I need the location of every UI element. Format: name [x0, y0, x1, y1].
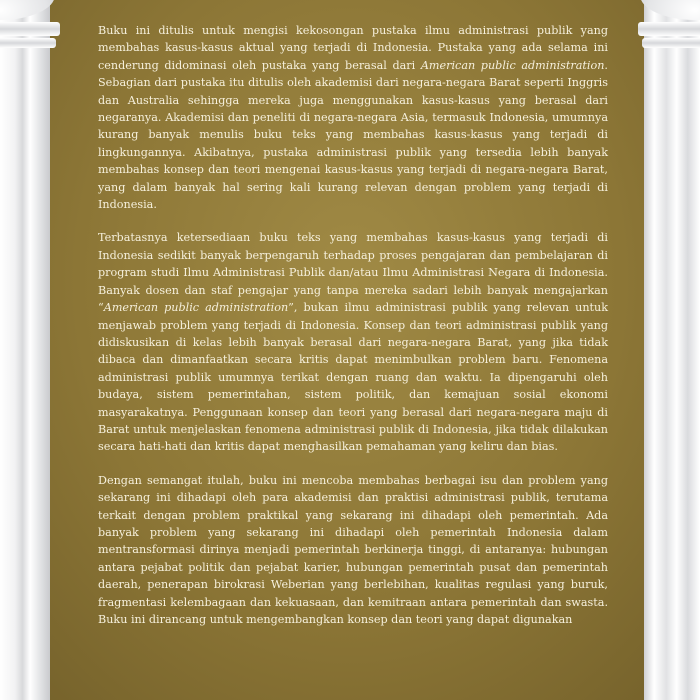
right-column-capital-ring — [642, 38, 700, 48]
paragraph-2-italic: American public administration — [103, 301, 289, 315]
paragraph-3 — [98, 472, 608, 629]
left-column-capital-ring — [0, 38, 56, 48]
paragraph-2-text: Terbatasnya ketersediaan buku teks yang membahas kasus-kasus yang terjadi di Indonesia sedikit banyak berpengaruh terhadap proses pengajaran dan pembelajaran di program studi Ilmu Administrasi Publik dan/atau Ilmu Administrasi Negara di Indonesia. Banyak dosen dan staf pengajar yang tanpa mereka sadari lebih banyak mengajarkan “ — [98, 231, 608, 315]
paragraph-2 — [98, 229, 608, 455]
left-column-capital — [0, 22, 60, 36]
right-column-pillar — [644, 0, 700, 700]
paragraph-3-text: Dengan semangat itulah, buku ini mencoba membahas berbagai isu dan problem yang sekarang ini dihadapi oleh para akademisi dan praktisi administrasi publik, terutama terkait dengan problem praktikal yang sekarang ini dihadapi oleh pemerintah. Ada banyak problem yang sekarang ini dihadapi oleh pemerintah Indonesia dalam mentransformasi dirinya menjadi pemerintah berkinerja tinggi, di antaranya: hubungan antara pejabat politik dan pejabat karier, hubungan pemerintah pusat dan pemerintah daerah, penerapan birokrasi Weberian yang berlebihan, kualitas regulasi yang buruk, fragmentasi kelembagaan dan kekuasaan, dan kemitraan antara pemerintah dan swasta. Buku ini dirancang untuk mengembangkan konsep dan teori yang dapat digunakan — [98, 473, 608, 626]
right-column-capital — [638, 22, 700, 36]
paragraph-1-text-cont: . Sebagian dari pustaka itu ditulis oleh akademisi dari negara-negara Barat seperti Inggris dan Australia sehingga mereka juga menggunakan kasus-kasus yang berasal dari negaranya. Akademisi dan peneliti di negara-negara Asia, termasuk Indonesia, umumnya kurang banyak menulis buku teks yang membahas kasus-kasus yang terjadi di lingkungannya. Akibatnya, pustaka administrasi publik yang tersedia lebih banyak membahas konsep dan teori mengenai kasus-kasus yang terjadi di negara-negara Barat, yang dalam banyak hal sering kali kurang relevan dengan problem yang terjadi di Indonesia. — [98, 58, 608, 212]
paragraph-1 — [98, 22, 608, 213]
back-cover-text — [98, 22, 608, 644]
paragraph-1-italic: American public administration — [420, 58, 605, 72]
left-column-pillar — [0, 0, 50, 700]
paragraph-2-text-cont: ”, bukan ilmu administrasi publik yang relevan untuk menjawab problem yang terjadi di Indonesia. Konsep dan teori administrasi publik yang didiskusikan di kelas lebih banyak berasal dari negara-negara Barat, yang jika tidak dibaca dan dimanfaatkan secara kritis dapat menimbulkan problem baru. Fenomena administrasi publik umumnya terikat dengan ruang dan waktu. Ia dipengaruhi oleh budaya, sistem pemerintahan, sistem politik, dan kemajuan sosial ekonomi masyarakatnya. Penggunaan konsep dan teori yang berasal dari negara-negara maju di Barat untuk menjelaskan fenomena administrasi publik di Indonesia, jika tidak dilakukan secara hati-hati dan kritis dapat menghasilkan pemahaman yang keliru dan bias. — [98, 301, 609, 454]
paragraph-1-text: Buku ini ditulis untuk mengisi kekosongan pustaka ilmu administrasi publik yang membahas kasus-kasus aktual yang terjadi di Indonesia. Pustaka yang ada selama ini cenderung didominasi oleh pustaka yang berasal dari — [98, 24, 608, 72]
